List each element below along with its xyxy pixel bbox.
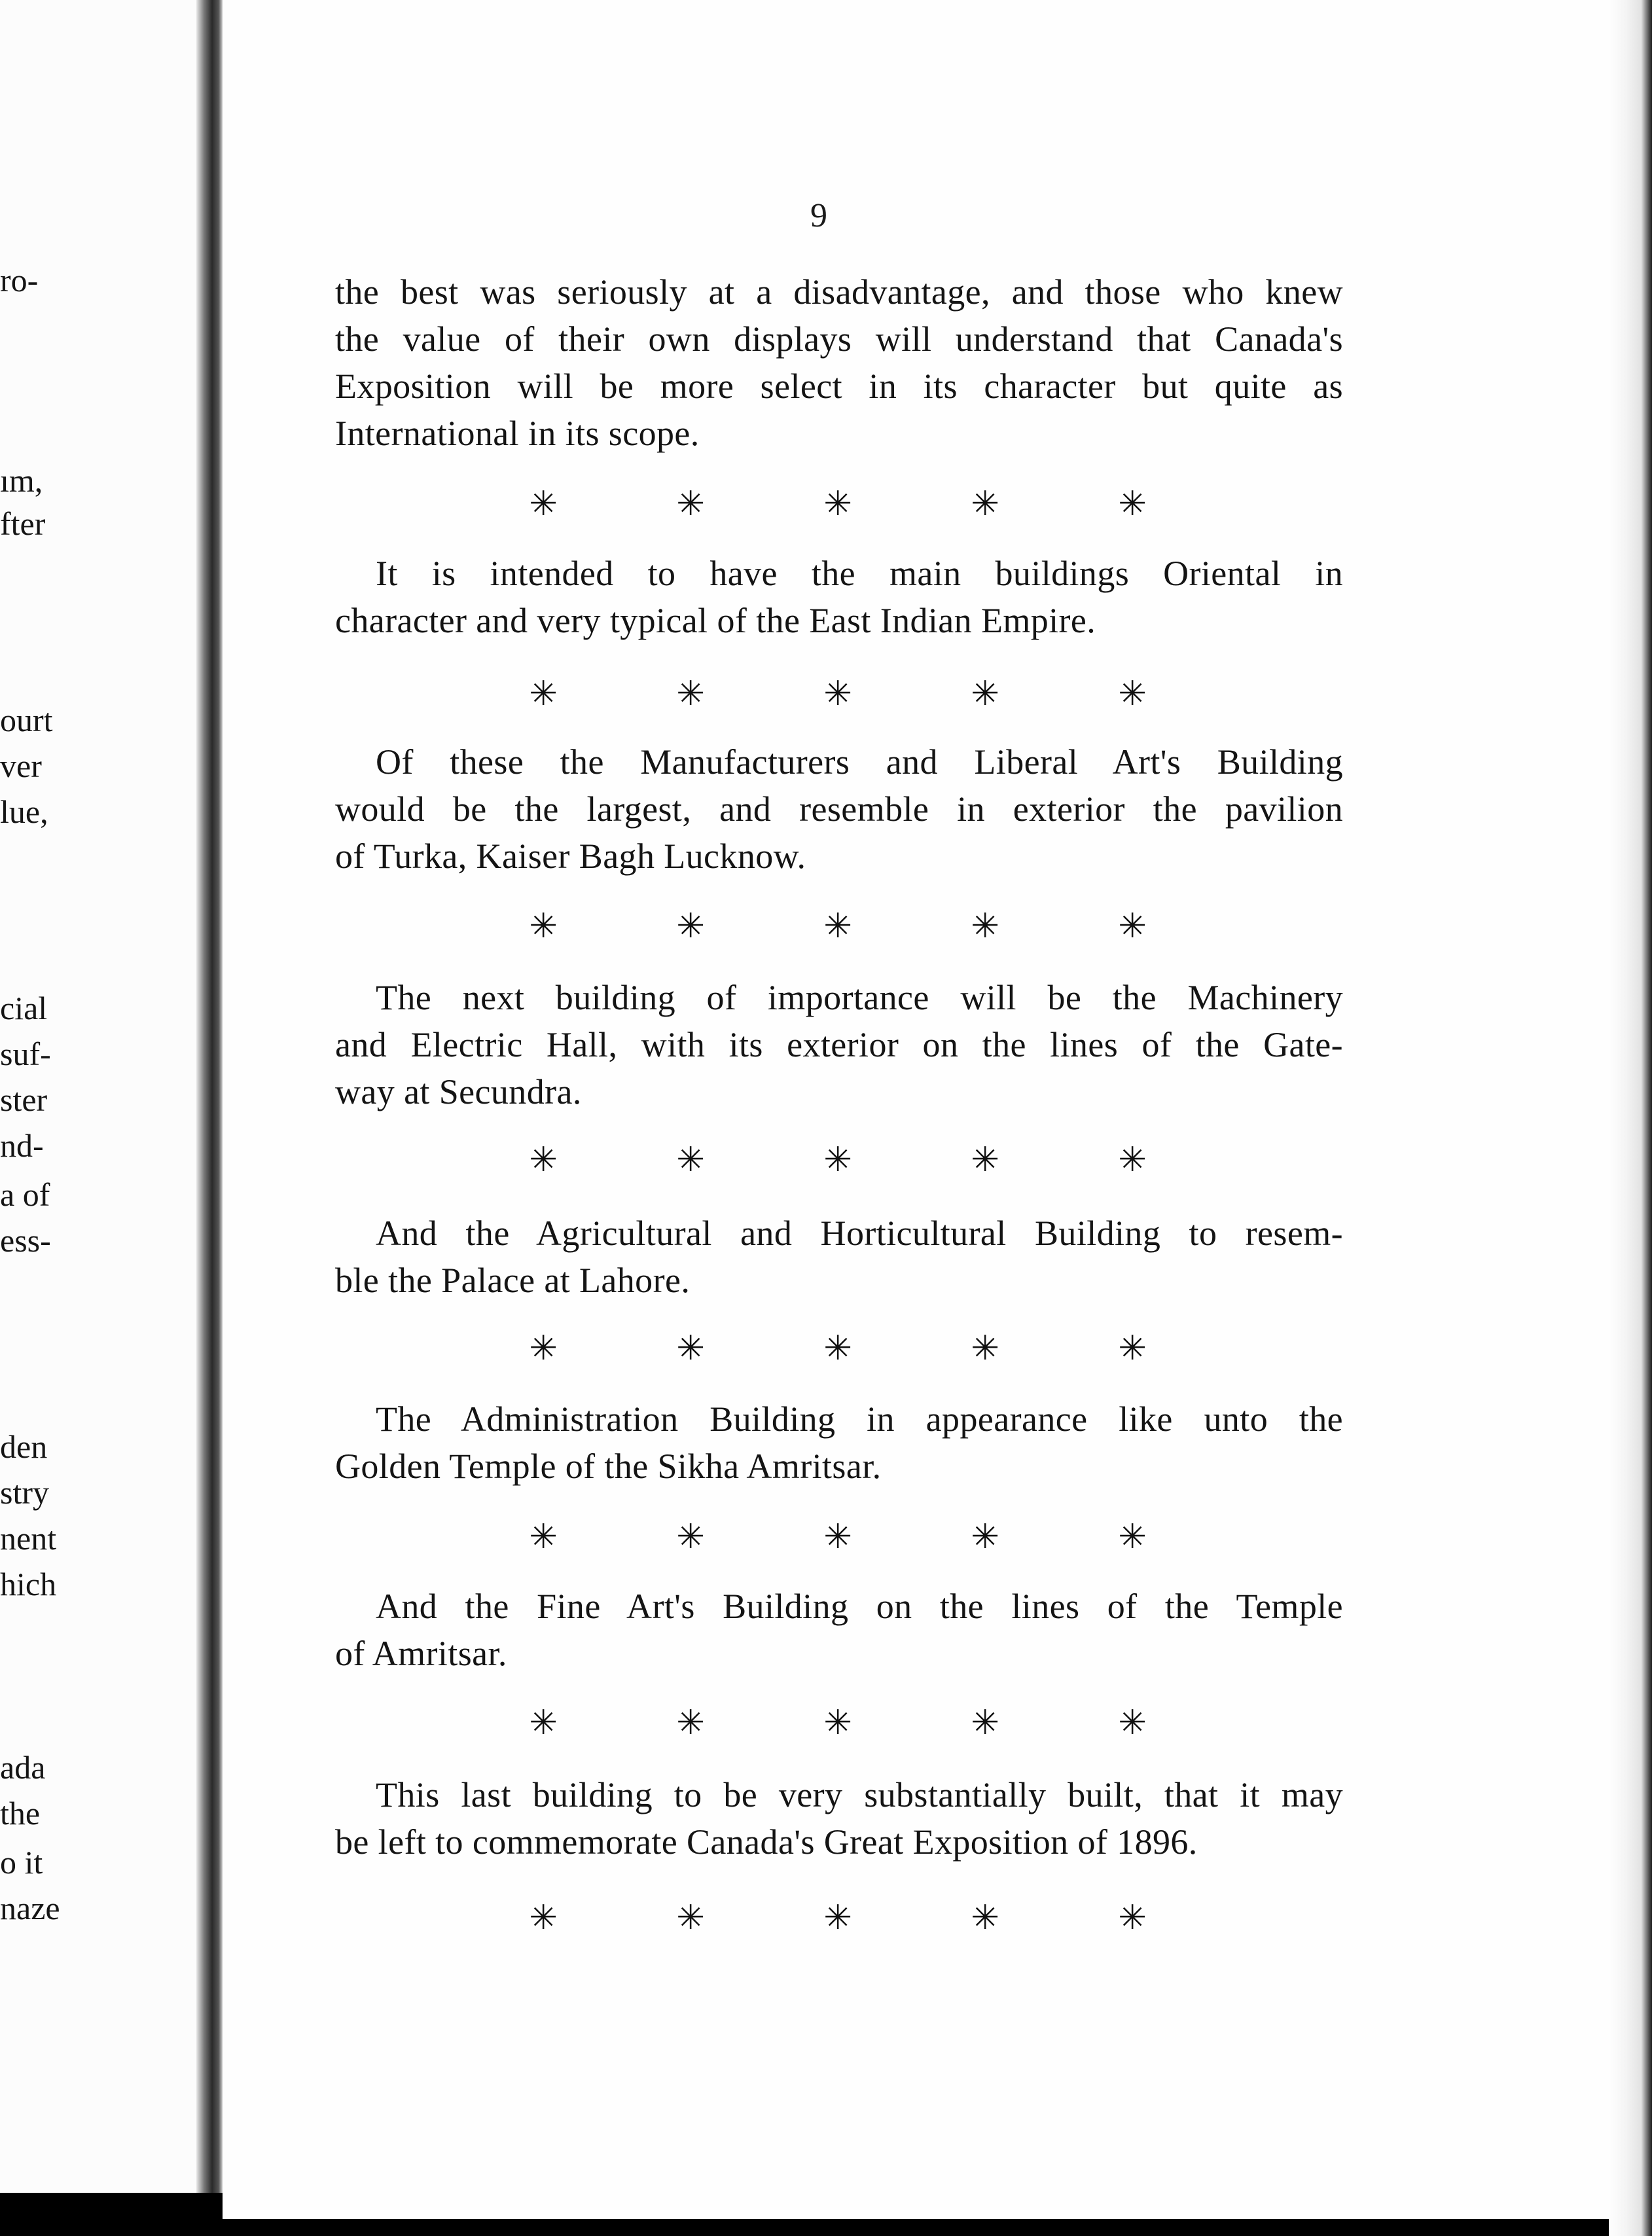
asterisk: ✳ xyxy=(676,1898,705,1938)
paragraph xyxy=(335,738,1343,880)
book-gutter xyxy=(196,0,223,2193)
asterisk: ✳ xyxy=(1118,1329,1147,1368)
paragraph xyxy=(335,1771,1343,1866)
asterisk: ✳ xyxy=(676,1140,705,1180)
asterisk: ✳ xyxy=(823,674,852,713)
left-text-fragment: the xyxy=(0,1795,41,1831)
left-text-fragment: naze xyxy=(0,1890,60,1926)
text-line: And the Fine Art's Building on the lines of the Temple xyxy=(376,1587,1343,1626)
left-text-fragment: lue, xyxy=(0,793,48,830)
asterisk: ✳ xyxy=(676,484,705,524)
asterism-separator xyxy=(524,1703,1152,1742)
text-line: Exposition will be more select in its character but quite as xyxy=(335,367,1343,406)
asterisk: ✳ xyxy=(676,1329,705,1368)
left-text-fragment: stry xyxy=(0,1474,49,1511)
asterisk: ✳ xyxy=(823,907,852,946)
text-line: The next building of importance will be the Machinery xyxy=(376,978,1343,1017)
asterisk: ✳ xyxy=(971,1517,999,1557)
left-text-fragment: nent xyxy=(0,1520,57,1557)
asterisk: ✳ xyxy=(971,1140,999,1180)
text-line: way at Secundra. xyxy=(335,1072,582,1111)
asterisk: ✳ xyxy=(1118,907,1147,946)
left-text-fragment: cial xyxy=(0,990,48,1026)
asterisk: ✳ xyxy=(529,674,558,713)
asterisk: ✳ xyxy=(1118,674,1147,713)
asterisk: ✳ xyxy=(971,1703,999,1742)
asterisk: ✳ xyxy=(1118,1140,1147,1180)
paragraph xyxy=(335,268,1343,457)
left-text-fragment: hich xyxy=(0,1566,57,1602)
page-edge xyxy=(1609,0,1652,2236)
text-line: character and very typical of the East Indian Empire. xyxy=(335,601,1096,640)
asterisk: ✳ xyxy=(823,484,852,524)
text-line: The Administration Building in appearance like unto the xyxy=(376,1399,1343,1439)
left-text-fragment: fter xyxy=(0,505,46,542)
asterisk: ✳ xyxy=(529,1898,558,1938)
asterisk: ✳ xyxy=(971,674,999,713)
paragraph xyxy=(335,550,1343,644)
asterism-separator xyxy=(524,1898,1152,1938)
left-text-fragment: ver xyxy=(0,748,42,784)
left-text-fragment: o it xyxy=(0,1844,43,1881)
text-line: and Electric Hall, with its exterior on the lines of the Gate- xyxy=(335,1025,1343,1064)
asterisk: ✳ xyxy=(823,1140,852,1180)
asterisk: ✳ xyxy=(823,1517,852,1557)
asterisk: ✳ xyxy=(971,1329,999,1368)
text-line: would be the largest, and resemble in exterior the pavilion xyxy=(335,789,1343,829)
left-text-fragment: den xyxy=(0,1428,48,1465)
asterisk: ✳ xyxy=(676,1517,705,1557)
left-page-fragment xyxy=(0,0,196,2193)
text-line: And the Agricultural and Horticultural Building to resem- xyxy=(376,1214,1343,1253)
asterisk: ✳ xyxy=(529,1329,558,1368)
text-line: the value of their own displays will understand that Canada's xyxy=(335,319,1343,359)
asterism-separator xyxy=(524,484,1152,524)
asterisk: ✳ xyxy=(823,1703,852,1742)
asterisk: ✳ xyxy=(529,1703,558,1742)
asterism-separator xyxy=(524,907,1152,946)
text-line: Of these the Manufacturers and Liberal Art's Building xyxy=(376,742,1343,782)
left-text-fragment: ım, xyxy=(0,462,43,499)
left-text-fragment: ro- xyxy=(0,262,39,298)
asterisk: ✳ xyxy=(529,1517,558,1557)
asterisk: ✳ xyxy=(1118,1898,1147,1938)
left-text-fragment: ourt xyxy=(0,702,53,738)
asterisk: ✳ xyxy=(529,1140,558,1180)
asterism-separator xyxy=(524,674,1152,713)
text-line: Golden Temple of the Sikha Amritsar. xyxy=(335,1447,882,1486)
text-line: It is intended to have the main buildings Oriental in xyxy=(376,554,1343,593)
paragraph xyxy=(335,974,1343,1115)
left-text-fragment: suf- xyxy=(0,1036,51,1072)
text-line: of Turka, Kaiser Bagh Lucknow. xyxy=(335,837,806,876)
left-text-fragment: ada xyxy=(0,1749,46,1786)
left-text-fragment: ster xyxy=(0,1081,48,1118)
asterisk: ✳ xyxy=(529,907,558,946)
text-line: of Amritsar. xyxy=(335,1634,507,1673)
left-text-fragment: nd- xyxy=(0,1127,44,1164)
paragraph xyxy=(335,1396,1343,1490)
asterisk: ✳ xyxy=(1118,1517,1147,1557)
asterisk: ✳ xyxy=(1118,1703,1147,1742)
asterisk: ✳ xyxy=(971,1898,999,1938)
text-line: International in its scope. xyxy=(335,414,700,453)
asterisk: ✳ xyxy=(971,907,999,946)
text-line: This last building to be very substantially built, that it may xyxy=(376,1775,1343,1814)
left-text-fragment: a of xyxy=(0,1176,50,1213)
asterism-separator xyxy=(524,1517,1152,1557)
asterisk: ✳ xyxy=(823,1898,852,1938)
asterisk: ✳ xyxy=(823,1329,852,1368)
asterisk: ✳ xyxy=(676,1703,705,1742)
text-line: ble the Palace at Lahore. xyxy=(335,1261,691,1300)
asterisk: ✳ xyxy=(1118,484,1147,524)
asterisk: ✳ xyxy=(676,674,705,713)
asterisk: ✳ xyxy=(971,484,999,524)
asterism-separator xyxy=(524,1329,1152,1368)
asterism-separator xyxy=(524,1140,1152,1180)
paragraph xyxy=(335,1583,1343,1677)
text-line: be left to commemorate Canada's Great Exposition of 1896. xyxy=(335,1822,1198,1862)
paragraph xyxy=(335,1210,1343,1304)
text-line: the best was seriously at a disadvantage, and those who knew xyxy=(335,272,1343,312)
page-number: 9 xyxy=(810,197,827,234)
asterisk: ✳ xyxy=(676,907,705,946)
left-text-fragment: ess- xyxy=(0,1222,51,1259)
asterisk: ✳ xyxy=(529,484,558,524)
